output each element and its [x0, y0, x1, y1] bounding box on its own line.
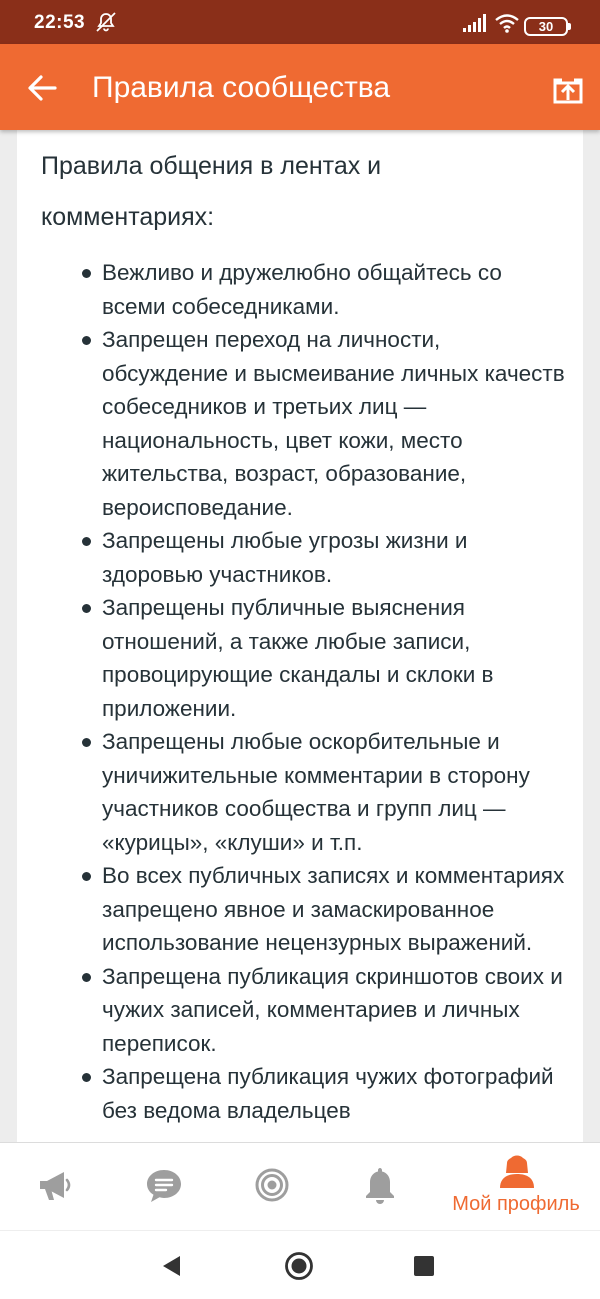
bullet-icon [82, 269, 91, 278]
megaphone-icon [36, 1168, 76, 1204]
rules-list [17, 256, 583, 1127]
bottom-navigation [0, 1142, 600, 1230]
rule-text: Запрещены любые угрозы жизни и здоровью участников. [102, 528, 468, 587]
home-circle-icon[interactable] [284, 1251, 314, 1281]
rule-item [17, 859, 583, 960]
rule-text: Запрещены любые оскорбительные и уничижительные комментарии в сторону участников сообщества и групп лиц — «курицы», «клуши» и т.п. [102, 729, 530, 855]
bullet-icon [82, 604, 91, 613]
bullet-icon [82, 336, 91, 345]
nav-item-news[interactable] [20, 1143, 110, 1231]
rule-item [17, 1060, 583, 1127]
rule-text: Во всех публичных записях и комментариях запрещено явное и замаскированное использование нецензурных выражений. [102, 863, 565, 955]
bullet-icon [82, 1073, 91, 1082]
page-title: Правила сообщества [92, 71, 391, 104]
nav-label-my-profile: Мой профиль [452, 1193, 580, 1215]
status-bar [0, 0, 600, 44]
battery-icon [524, 17, 568, 36]
profile-icon [497, 1153, 537, 1189]
nav-item-notifications[interactable] [336, 1143, 426, 1231]
mute-icon [94, 11, 118, 33]
bullet-icon [82, 872, 91, 881]
system-navigation-bar [0, 1230, 600, 1299]
rule-item [17, 960, 583, 1061]
rules-content[interactable] [17, 130, 583, 1142]
rule-item [17, 323, 583, 524]
status-time: 22:53 [34, 12, 86, 33]
bullet-icon [82, 973, 91, 982]
signal-icon [462, 13, 488, 33]
wifi-icon [494, 12, 520, 34]
rule-text: Запрещен переход на личности, обсуждение и высмеивание личных качеств собеседников и третьих лиц — национальность, цвет кожи, место жительства, возраст, образование, вероисповедание. [102, 327, 565, 520]
bullet-icon [82, 738, 91, 747]
bell-icon [362, 1165, 398, 1205]
section-heading: Правила общения в лентах и комментариях: [41, 152, 382, 231]
arrow-left-icon[interactable] [22, 68, 62, 108]
nav-item-my-profile[interactable] [446, 1143, 588, 1231]
target-icon [254, 1167, 290, 1203]
rule-item [17, 591, 583, 725]
back-triangle-icon[interactable] [160, 1254, 184, 1278]
rule-item [17, 256, 583, 323]
chat-bubble-icon [144, 1167, 184, 1205]
open-external-icon[interactable] [550, 71, 586, 107]
rule-text: Запрещена публикация чужих фотографий без ведома владельцев [102, 1064, 554, 1123]
app-bar [0, 44, 600, 130]
bullet-icon [82, 537, 91, 546]
rule-text: Запрещены публичные выяснения отношений, а также любые записи, провоцирующие скандалы и склоки в приложении. [102, 595, 494, 721]
nav-item-chats[interactable] [120, 1143, 210, 1231]
rule-item [17, 725, 583, 859]
rule-item [17, 524, 583, 591]
recents-square-icon[interactable] [414, 1256, 434, 1276]
rule-text: Запрещена публикация скриншотов своих и чужих записей, комментариев и личных переписок. [102, 963, 563, 1056]
battery-level: 30 [538, 19, 554, 34]
rule-text: Вежливо и дружелюбно общайтесь со всеми собеседниками. [102, 260, 502, 319]
nav-item-feed[interactable] [228, 1143, 318, 1231]
